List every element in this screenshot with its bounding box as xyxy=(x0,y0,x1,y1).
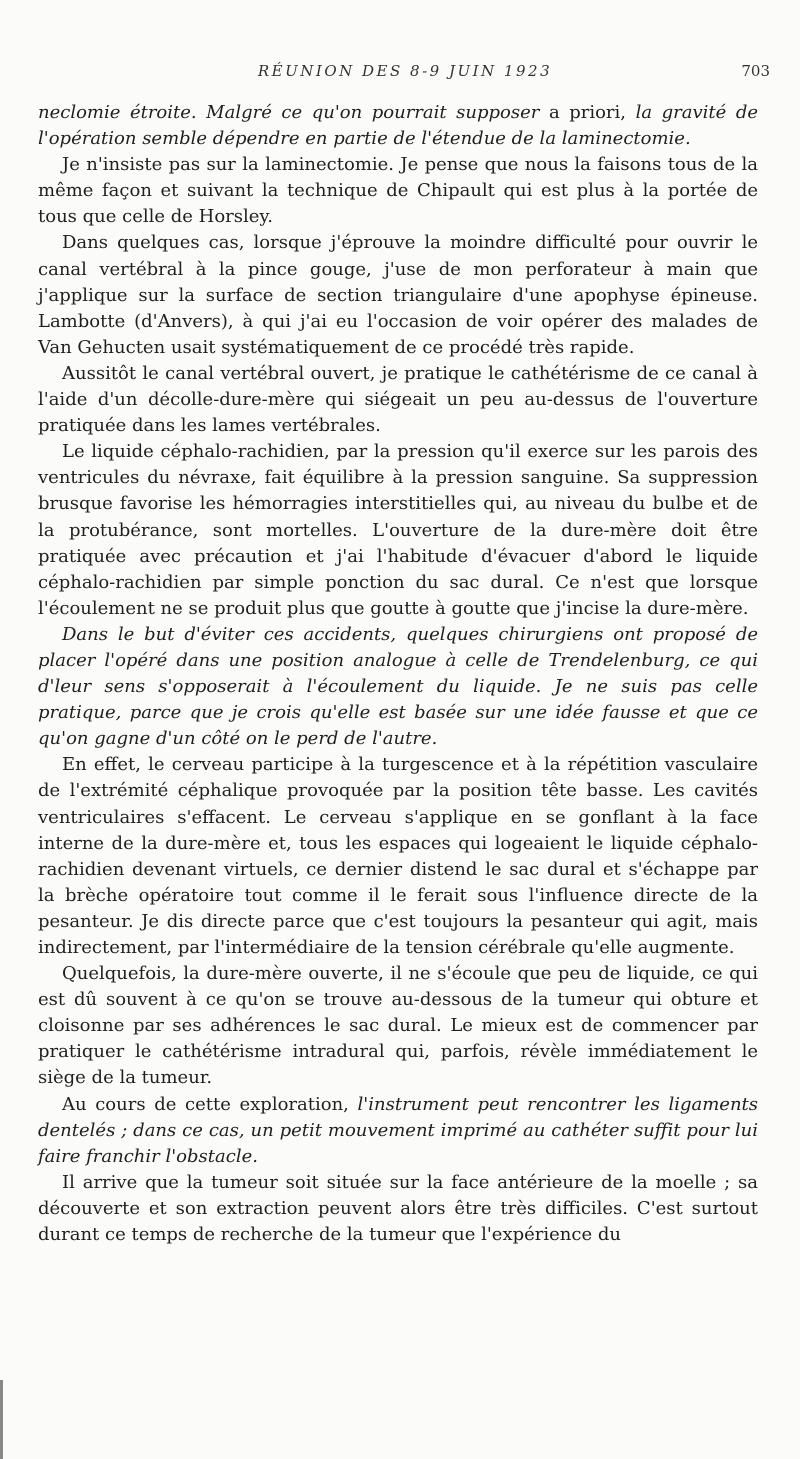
page-number: 703 xyxy=(741,62,770,80)
paragraph xyxy=(38,1092,758,1170)
text-run: Dans quelques cas, lorsque j'éprouve la moindre difficulté pour ouvrir le canal vertébral à la pince gouge, j'use de mon perforateur à main que j'applique sur la surface de section triangulaire d'une apophyse épineuse. Lambotte (d'Anvers), à qui j'ai eu l'occasion de voir opérer des malades de Van Gehucten usait systématiquement de ce procédé très rapide. xyxy=(38,232,758,358)
paragraph xyxy=(38,1170,758,1248)
italic-text-run: Dans le but d'éviter ces accidents, quelques chirurgiens ont proposé de placer l'opéré dans une position analogue à celle de Trendelenburg, ce qui d'leur sens s'opposerait à l'écoulement du liquide. Je ne suis pas celle pratique, parce que je crois qu'elle est basée sur une idée fausse et que ce qu'on gagne d'un côté on le perd de l'autre. xyxy=(38,623,758,750)
italic-text-run: neclomie étroite. Malgré ce qu'on pourrait supposer xyxy=(38,102,549,123)
page-edge-shadow xyxy=(0,1380,3,1459)
paragraph xyxy=(38,752,758,961)
text-run: Il arrive que la tumeur soit située sur la face antérieure de la moelle ; sa découverte et son extraction peuvent alors être très difficiles. C'est surtout durant ce temps de recherche de la tumeur que l'expérience du xyxy=(38,1171,758,1246)
paragraph xyxy=(38,622,758,752)
text-run: Au cours de cette exploration, xyxy=(62,1093,358,1115)
paragraph xyxy=(38,230,758,360)
text-run: En effet, le cerveau participe à la turgescence et à la répétition vasculaire de l'extrémité céphalique provoquée par la position tête basse. Les cavités ventriculaires s'effacent. Le cerveau s'applique en se gonflant à la face interne de la dure-mère et, tous les espaces qui logeaient le liquide céphalo-rachidien devenant virtuels, ce dernier distend le sac dural et s'échappe par la brèche opératoire tout comme il le ferait sous l'influence directe de la pesanteur. Je dis directe parce que c'est toujours la pesanteur qui agit, mais indirectement, par l'intermédiaire de la tension cérébrale qu'elle augmente. xyxy=(38,754,758,958)
paragraph xyxy=(38,100,758,152)
paragraph xyxy=(38,152,758,230)
text-run: Aussitôt le canal vertébral ouvert, je pratique le cathétérisme de ce canal à l'aide d'un décolle-dure-mère qui siégeait un peu au-dessus de l'ouverture pratiquée dans les lames vertébrales. xyxy=(38,362,758,437)
running-header xyxy=(40,62,770,86)
text-run: Le liquide céphalo-rachidien, par la pression qu'il exerce sur les parois des ventricules du névraxe, fait équilibre à la pression sanguine. Sa suppression brusque favorise les hémorragies interstitielles qui, au niveau du bulbe et de la protubérance, sont mortelles. L'ouverture de la dure-mère doit être pratiquée avec précaution et j'ai l'habitude d'évacuer d'abord le liquide céphalo-rachidien par simple ponction du sac dural. Ce n'est que lorsque l'écoulement ne se produit plus que goutte à goutte que j'incise la dure-mère. xyxy=(38,441,758,619)
running-title: RÉUNION DES 8-9 JUIN 1923 xyxy=(257,62,553,80)
paragraph xyxy=(38,439,758,622)
text-run: a priori, xyxy=(548,102,636,123)
text-run: Je n'insiste pas sur la laminectomie. Je pense que nous la faisons tous de la même façon et suivant la technique de Chipault qui est plus à la portée de tous que celle de Horsley. xyxy=(38,154,758,228)
text-run: Quelquefois, la dure-mère ouverte, il ne s'écoule que peu de liquide, ce qui est dû souvent à ce qu'on se trouve au-dessous de la tumeur qui obture et cloisonne par ses adhérences le sac dural. Le mieux est de commencer par pratiquer le cathétérisme intradural qui, parfois, révèle immédiatement le siège de la tumeur. xyxy=(38,963,758,1089)
paragraph xyxy=(38,961,758,1091)
body-text xyxy=(38,100,758,1248)
italic-text-run: la gravité de l'opération semble dépendre en partie de l'étendue de la laminectomie. xyxy=(38,102,759,150)
italic-text-run: l'instrument peut rencontrer les ligaments dentelés ; dans ce cas, un petit mouvement imprimé au cathéter suffit pour lui faire franchir l'obstacle. xyxy=(38,1093,759,1167)
paragraph xyxy=(38,361,758,439)
